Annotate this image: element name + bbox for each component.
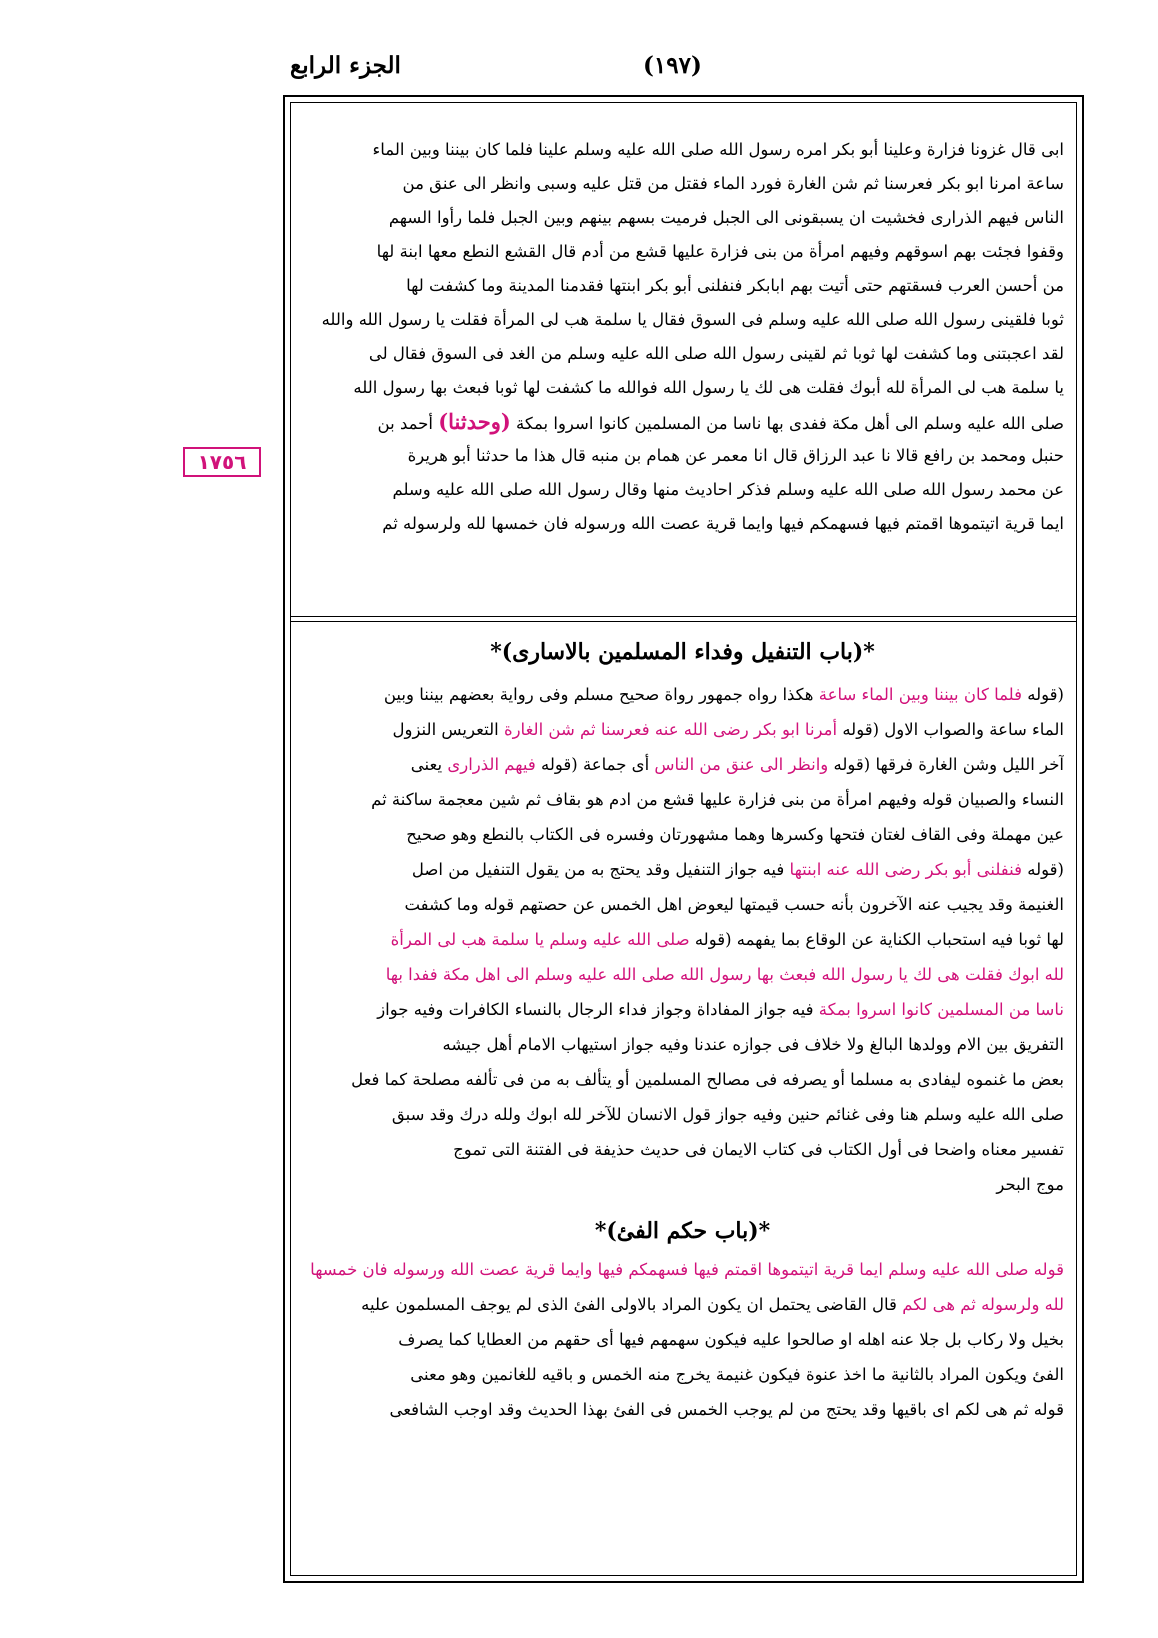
commentary-line: [301, 1062, 1064, 1097]
hadith-number-badge: ١٧٥٦: [183, 447, 261, 477]
wahaddathana-label: (وحدثنا): [438, 409, 511, 434]
commentary-text: قوله ثم هى لكم اى باقيها وقد يحتج من لم يوجب الخمس فى الفئ بهذا الحديث وقد اوجب الشافعى: [389, 1400, 1064, 1419]
commentary-text: الفئ ويكون المراد بالثانية ما اخذ عنوة فيكون غنيمة يخرج منه الخمس و باقيه للغانمين وهو معنى: [410, 1365, 1064, 1384]
page-frame: [283, 95, 1084, 1583]
hadith-line: من أحسن العرب فسقتهم حتى أتيت بهم ابابكر فنفلنى أبو بكر ابنتها فقدمنا المدينة وما كشفت لها: [406, 276, 1064, 295]
hadith-line: عن محمد رسول الله صلى الله عليه وسلم فذكر احاديث منها وقال رسول الله صلى الله عليه وسلم: [392, 480, 1064, 499]
commentary-text: قال القاضى يحتمل ان يكون المراد بالاولى الفئ الذى لم يوجف المسلمون عليه: [361, 1295, 903, 1314]
commentary-text: هكذا رواه جمهور رواة صحيح مسلم وفى رواية بعضهم بيننا وبين: [383, 685, 819, 704]
commentary-line: [301, 1132, 1064, 1167]
commentary-text: الغنيمة وقد يجيب عنه الآخرون بأنه حسب قيمتها ليعوض اهل الخمس عن حصتهم قوله وما كشفت: [404, 895, 1064, 914]
hadith-line: ابى قال غزونا فزارة وعلينا أبو بكر امره رسول الله صلى الله عليه وسلم علينا فلما كان بيننا وبين الماء: [372, 140, 1064, 159]
commentary-line: [301, 852, 1064, 887]
commentary-section: [301, 627, 1064, 1427]
section-divider: [291, 621, 1076, 622]
commentary-line: [301, 1287, 1064, 1322]
quoted-matn-text: لله ابوك فقلت هى لك يا رسول الله فبعث بها رسول الله صلى الله عليه وسلم الى اهل مكة ففدا بها: [385, 965, 1064, 984]
commentary-line: [301, 1097, 1064, 1132]
commentary-line: [301, 747, 1064, 782]
commentary-text: آخر الليل وشن الغارة فرقها (قوله: [828, 755, 1064, 774]
page-frame-inner: [290, 102, 1077, 1576]
commentary-line: [301, 817, 1064, 852]
commentary-line: [301, 1392, 1064, 1427]
hadith-line: وقفوا فجئت بهم اسوقهم وفيهم امرأة من بنى فزارة عليها قشع من أدم قال القشع النطع معها ابنة لها: [376, 242, 1064, 261]
commentary-text: أى جماعة (قوله: [535, 755, 655, 774]
hadith-line: [301, 405, 1064, 439]
quoted-matn-text: فلما كان بيننا وبين الماء ساعة: [818, 685, 1023, 704]
commentary-text: (قوله: [1022, 685, 1064, 704]
bab-heading-tanfil: *(باب التنفيل وفداء المسلمين بالاسارى)*: [490, 639, 875, 665]
commentary-line: [301, 887, 1064, 922]
hadith-line: لقد اعجبتنى وما كشفت لها ثوبا ثم لقينى رسول الله صلى الله عليه وسلم من الغد فى السوق فقال لى: [368, 344, 1064, 363]
quoted-matn-text: فيهم الذرارى: [447, 755, 536, 774]
commentary-line: [301, 712, 1064, 747]
quoted-matn-text: ناسا من المسلمين كانوا اسروا بمكة: [818, 1000, 1064, 1019]
commentary-line: [301, 1167, 1064, 1202]
commentary-text: بعض ما غنموه ليفادى به مسلما أو يصرفه فى مصالح المسلمين أو يتألف به من فى تألفه مصلحة كما فعل: [351, 1070, 1064, 1089]
hadith-line: الناس فيهم الذرارى فخشيت ان يسبقونى الى الجبل فرميت بسهم بينهم وبين الجبل فلما رأوا السهم: [388, 208, 1064, 227]
quoted-matn-text: صلى الله عليه وسلم يا سلمة هب لى المرأة: [390, 930, 690, 949]
commentary-text: التعريس النزول: [392, 720, 504, 739]
commentary-text: النساء والصبيان قوله وفيهم امرأة من بنى فزارة عليها قشع من ادم هو بقاف ثم شين معجمة ساكنة ثم: [371, 790, 1064, 809]
commentary-text: موج البحر: [996, 1175, 1064, 1194]
commentary-text: صلى الله عليه وسلم هنا وفى غنائم حنين وفيه جواز قول الانسان للآخر لله ابوك ولله درك وقد سبق: [391, 1105, 1064, 1124]
hadith-line: ثوبا فلقينى رسول الله صلى الله عليه وسلم فى السوق فقال يا سلمة هب لى المرأة فقلت يا رسول الله والله: [321, 310, 1064, 329]
quoted-matn-text: لله ولرسوله ثم هى لكم: [902, 1295, 1064, 1314]
commentary-lines-fay: [301, 1252, 1064, 1427]
commentary-text: بخيل ولا ركاب بل جلا عنه اهله او صالحوا عليه فيكون سهمهم فيها أى حقهم من العطايا كما يصرف: [398, 1330, 1064, 1349]
commentary-line: [301, 1322, 1064, 1357]
commentary-line: [301, 782, 1064, 817]
commentary-text: تفسير معناه واضحا فى أول الكتاب فى كتاب الايمان فى حديث حذيفة فى الفتنة التى تموج: [453, 1140, 1064, 1159]
commentary-text: عين مهملة وفى القاف لغتان فتحها وكسرها وهما مشهورتان وفسره فى الكتاب بالنطع وهو صحيح: [406, 825, 1064, 844]
commentary-line: [301, 677, 1064, 712]
header-part-title: الجزء الرابع: [290, 52, 401, 79]
hadith-line: ساعة امرنا ابو بكر فعرسنا ثم شن الغارة فورد الماء فقتل من قتل عليه وسبى وانظر الى عنق من: [402, 174, 1064, 193]
commentary-line: [301, 1357, 1064, 1392]
hadith-text-box: [291, 103, 1076, 617]
commentary-text: الماء ساعة والصواب الاول (قوله: [837, 720, 1064, 739]
quoted-matn-text: وانظر الى عنق من الناس: [654, 755, 829, 774]
commentary-text: لها ثوبا فيه استحباب الكناية عن الوقاع بما يفهمه (قوله: [689, 930, 1064, 949]
commentary-text: فيه جواز المفاداة وجواز فداء الرجال بالنساء الكافرات وفيه جواز: [377, 1000, 819, 1019]
hadith-line: يا سلمة هب لى المرأة لله أبوك فقلت هى لك يا رسول الله فوالله ما كشفت لها ثوبا فبعث بها رسول الله: [353, 378, 1064, 397]
hadith-line-tail: أحمد بن: [377, 414, 433, 433]
commentary-line: [301, 1027, 1064, 1062]
quoted-matn-text: قوله صلى الله عليه وسلم ايما قرية اتيتموها اقمتم فيها فسهمكم فيها وايما قرية عصت الله ورسوله فان خمسها: [310, 1260, 1064, 1279]
commentary-text: فيه جواز التنفيل وقد يحتج به من يقول التنفيل من اصل: [411, 860, 790, 879]
quoted-matn-text: أمرنا ابو بكر رضى الله عنه فعرسنا ثم شن الغارة: [503, 720, 838, 739]
hadith-lines: [301, 133, 1064, 541]
commentary-line: [301, 922, 1064, 957]
hadith-line-text: صلى الله عليه وسلم الى أهل مكة ففدى بها ناسا من المسلمين كانوا اسروا بمكة: [516, 414, 1064, 433]
page-number: (١٩٧): [643, 52, 702, 79]
commentary-text: يعنى: [410, 755, 448, 774]
commentary-text: التفريق بين الام وولدها البالغ ولا خلاف فى جوازه عندنا وفيه جواز استيهاب الامام أهل جيشه: [442, 1035, 1064, 1054]
quoted-matn-text: فنفلنى أبو بكر رضى الله عنه ابنتها: [789, 860, 1023, 879]
commentary-line: [301, 992, 1064, 1027]
commentary-text: (قوله: [1022, 860, 1064, 879]
commentary-lines: [301, 677, 1064, 1202]
hadith-line: حنبل ومحمد بن رافع قالا نا عبد الرزاق قال انا معمر عن همام بن منبه قال هذا ما حدثنا أبو هريرة: [407, 446, 1064, 465]
hadith-line: ايما قرية اتيتموها اقمتم فيها فسهمكم فيها وايما قرية عصت الله ورسوله فان خمسها لله ولرسوله ثم: [382, 514, 1064, 533]
commentary-line: [301, 957, 1064, 992]
commentary-line: [301, 1252, 1064, 1287]
bab-heading-fay: *(باب حكم الفئ)*: [594, 1218, 771, 1244]
